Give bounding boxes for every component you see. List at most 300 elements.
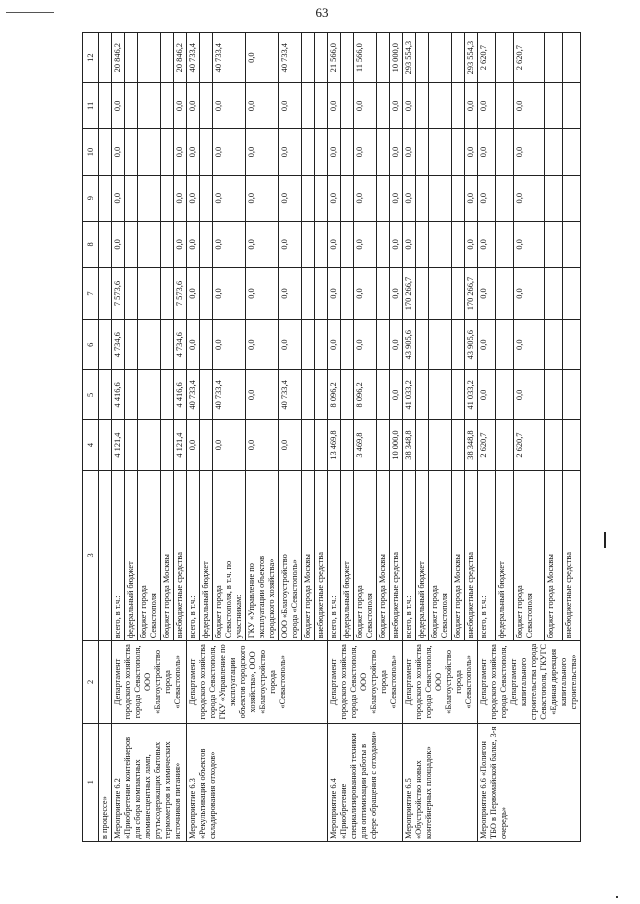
margin-mark — [604, 532, 606, 548]
amount-cell — [161, 420, 174, 470]
funding-source-line: бюджет города — [214, 585, 223, 639]
funding-source-line: Севастополя, в т.ч. по — [224, 560, 233, 639]
amount-cell: 4 734,6 — [112, 320, 125, 370]
amount-cell: 0,0 — [390, 129, 403, 175]
funding-source-line: Севастополя — [365, 593, 374, 639]
amount-cell: 0,0 — [246, 83, 279, 129]
amount-cell: 0,0 — [390, 370, 403, 420]
amount-cell — [315, 370, 328, 420]
amount-cell — [416, 221, 429, 267]
amount-cell: 0,0 — [279, 83, 302, 129]
amount-cell — [315, 83, 328, 129]
amount-cell: 2 620,7 — [513, 420, 545, 470]
amount-cell: 0,0 — [390, 83, 403, 129]
funding-source — [390, 470, 403, 641]
amount-cell: 0,0 — [174, 221, 187, 267]
funding-source-line: федеральный бюджет — [496, 561, 506, 639]
funding-source-line: городского хозяйства» — [267, 558, 276, 639]
funding-source-line: всего, в т.ч.: — [404, 595, 413, 639]
amount-cell — [563, 420, 581, 470]
amount-cell — [302, 420, 315, 470]
funding-source-line: внебюджетные средства — [466, 552, 475, 639]
amount-cell: 0,0 — [213, 83, 246, 129]
amount-cell: 0,0 — [328, 320, 341, 370]
funding-source-line: внебюджетные средства — [391, 552, 400, 639]
amount-cell — [377, 320, 390, 370]
funding-source-line: участникам: — [234, 594, 243, 639]
amount-cell: 0,0 — [328, 267, 341, 319]
funding-source — [125, 470, 138, 641]
amount-cell: 0,0 — [354, 267, 377, 319]
amount-cell — [545, 370, 563, 420]
amount-cell: 0,0 — [187, 267, 200, 319]
amount-cell — [200, 370, 213, 420]
header-rule — [6, 12, 54, 13]
amount-cell — [315, 320, 328, 370]
amount-cell — [125, 175, 138, 221]
funding-source-line: Севастополя — [149, 593, 158, 639]
amount-cell — [341, 33, 354, 83]
amount-cell — [377, 129, 390, 175]
amount-cell — [161, 129, 174, 175]
funding-source — [328, 470, 341, 641]
amount-cell — [125, 370, 138, 420]
amount-cell: 40 733,4 — [213, 33, 246, 83]
amount-cell: 293 554,3 — [403, 33, 416, 83]
funding-source — [403, 470, 416, 641]
amount-cell: 43 905,6 — [403, 320, 416, 370]
amount-cell — [138, 320, 161, 370]
column-number: 5 — [83, 370, 99, 420]
executor-name: Департамент городского хозяйства города Севастополя, Департамент капитального строительства города Севастополя, ГКУГС «Единая дирекция капитального строительства» — [478, 641, 581, 723]
amount-cell — [138, 129, 161, 175]
funding-source — [452, 470, 465, 641]
funding-source — [495, 470, 513, 641]
amount-cell — [545, 320, 563, 370]
amount-cell: 0,0 — [187, 221, 200, 267]
amount-cell: 4 734,6 — [174, 320, 187, 370]
amount-cell — [452, 370, 465, 420]
amount-cell: 0,0 — [465, 221, 478, 267]
amount-cell: 0,0 — [390, 267, 403, 319]
amount-cell: 10 000,0 — [390, 33, 403, 83]
amount-cell: 0,0 — [403, 175, 416, 221]
column-number: 3 — [83, 470, 99, 641]
amount-cell: 2 620,7 — [478, 420, 496, 470]
amount-cell: 4 416,6 — [112, 370, 125, 420]
amount-cell: 0,0 — [354, 129, 377, 175]
amount-cell — [563, 370, 581, 420]
amount-cell — [302, 33, 315, 83]
amount-cell — [563, 320, 581, 370]
amount-cell: 40 733,4 — [187, 370, 200, 420]
amount-cell — [200, 83, 213, 129]
amount-cell: 11 566,0 — [354, 33, 377, 83]
amount-cell — [315, 221, 328, 267]
amount-cell — [416, 129, 429, 175]
amount-cell: 10 000,0 — [390, 420, 403, 470]
amount-cell — [545, 267, 563, 319]
amount-cell — [138, 370, 161, 420]
amount-cell: 20 846,2 — [174, 33, 187, 83]
amount-cell — [495, 420, 513, 470]
amount-cell — [200, 221, 213, 267]
column-number: 9 — [83, 175, 99, 221]
amount-cell — [161, 83, 174, 129]
measure-name: Мероприятие 6.6 «Полигон ТБО в Первомайской балке, 3-я очередь» — [478, 723, 581, 841]
measure-name: Мероприятие 6.4 «Приобретение специализированной техники для оптимизации работы в сфере обращения с отходами» — [328, 723, 403, 841]
amount-cell — [377, 221, 390, 267]
amount-cell: 0,0 — [478, 320, 496, 370]
amount-cell: 4 121,4 — [112, 420, 125, 470]
funding-source-line: Севастополя — [524, 593, 534, 639]
funding-source — [174, 470, 187, 641]
amount-cell: 0,0 — [465, 129, 478, 175]
funding-source-line: всего, в т.ч.: — [329, 595, 338, 639]
column-number: 10 — [83, 129, 99, 175]
amount-cell: 0,0 — [213, 320, 246, 370]
column-number: 12 — [83, 33, 99, 83]
amount-cell: 0,0 — [354, 320, 377, 370]
funding-source — [315, 470, 328, 641]
amount-cell — [545, 33, 563, 83]
funding-source-line: бюджет города — [514, 585, 524, 639]
amount-cell: 0,0 — [390, 221, 403, 267]
amount-cell: 0,0 — [513, 320, 545, 370]
funding-source — [341, 470, 354, 641]
amount-cell: 0,0 — [187, 129, 200, 175]
table-row — [187, 33, 200, 842]
amount-cell — [495, 175, 513, 221]
amount-cell: 0,0 — [187, 83, 200, 129]
amount-cell — [302, 221, 315, 267]
funding-source — [279, 470, 302, 641]
amount-cell — [429, 320, 452, 370]
amount-cell: 21 566,0 — [328, 33, 341, 83]
amount-cell: 40 733,4 — [279, 370, 302, 420]
funding-source — [112, 470, 125, 641]
amount-cell: 7 573,6 — [112, 267, 125, 319]
amount-cell — [429, 267, 452, 319]
amount-cell — [341, 320, 354, 370]
funding-source — [161, 470, 174, 641]
amount-cell: 0,0 — [246, 420, 279, 470]
amount-cell: 40 733,4 — [213, 370, 246, 420]
speck — [616, 896, 618, 898]
amount-cell — [302, 320, 315, 370]
amount-cell — [138, 267, 161, 319]
amount-cell: 0,0 — [513, 267, 545, 319]
amount-cell: 0,0 — [328, 221, 341, 267]
amount-cell — [563, 129, 581, 175]
amount-cell: 40 733,4 — [187, 33, 200, 83]
amount-cell: 0,0 — [279, 420, 302, 470]
amount-cell: 0,0 — [213, 129, 246, 175]
amount-cell: 0,0 — [354, 175, 377, 221]
amount-cell — [315, 420, 328, 470]
amount-cell — [429, 83, 452, 129]
column-number: 11 — [83, 83, 99, 129]
amount-cell: 0,0 — [187, 175, 200, 221]
amount-cell: 0,0 — [112, 221, 125, 267]
funding-source — [513, 470, 545, 641]
amount-cell: 0,0 — [513, 221, 545, 267]
executor-name: Департамент городского хозяйства города Севастополя, ООО «Благоустройство города «Севастополь» — [112, 641, 187, 723]
measure-name: Мероприятие 6.2 «Приобретение контейнеров для сбора компактных люминесцентных ламп, ртутьсодержащих бытовых термометров и химических источников питания» — [112, 723, 187, 841]
amount-cell — [416, 267, 429, 319]
amount-cell: 0,0 — [478, 370, 496, 420]
amount-cell — [161, 221, 174, 267]
funding-source-line: бюджет города Москвы — [303, 554, 312, 639]
amount-cell — [161, 267, 174, 319]
amount-cell — [200, 175, 213, 221]
amount-cell — [377, 175, 390, 221]
column-number: 7 — [83, 267, 99, 319]
amount-cell: 0,0 — [279, 221, 302, 267]
amount-cell — [429, 420, 452, 470]
amount-cell: 0,0 — [174, 129, 187, 175]
amount-cell: 0,0 — [187, 420, 200, 470]
amount-cell — [563, 33, 581, 83]
amount-cell — [138, 83, 161, 129]
amount-cell — [416, 420, 429, 470]
amount-cell — [452, 129, 465, 175]
amount-cell — [416, 320, 429, 370]
amount-cell — [563, 175, 581, 221]
funding-source — [354, 470, 377, 641]
amount-cell: 0,0 — [112, 175, 125, 221]
amount-cell: 2 620,7 — [478, 33, 496, 83]
amount-cell — [315, 267, 328, 319]
measure-name: Мероприятие 6.3 «Рекультивация объектов складирования отходов» — [187, 723, 328, 841]
amount-cell: 8 096,2 — [354, 370, 377, 420]
funding-source-line: федеральный бюджет — [342, 561, 351, 639]
amount-cell: 4 121,4 — [174, 420, 187, 470]
amount-cell: 4 416,6 — [174, 370, 187, 420]
amount-cell — [452, 221, 465, 267]
amount-cell: 0,0 — [390, 175, 403, 221]
amount-cell — [315, 175, 328, 221]
funding-source — [416, 470, 429, 641]
amount-cell — [125, 83, 138, 129]
amount-cell: 0,0 — [478, 83, 496, 129]
amount-cell — [495, 370, 513, 420]
funding-source-line: всего, в т.ч.: — [113, 595, 122, 639]
amount-cell: 40 733,4 — [279, 33, 302, 83]
amount-cell: 0,0 — [403, 221, 416, 267]
amount-cell — [452, 175, 465, 221]
funding-source — [246, 470, 279, 641]
funding-source — [187, 470, 200, 641]
amount-cell: 0,0 — [112, 83, 125, 129]
executor-name: Департамент городского хозяйства города Севастополя, ГКУ «Управление по эксплуатации объектов городского хозяйства», ООО «Благоустройство города «Севастополь» — [187, 641, 328, 723]
amount-cell — [125, 420, 138, 470]
amount-cell — [200, 129, 213, 175]
amount-cell — [125, 320, 138, 370]
rotated-budget-table — [82, 32, 578, 842]
amount-cell — [341, 129, 354, 175]
amount-cell — [416, 175, 429, 221]
funding-source — [429, 470, 452, 641]
column-number: 1 — [83, 723, 99, 841]
amount-cell: 0,0 — [403, 129, 416, 175]
amount-cell: 0,0 — [213, 221, 246, 267]
amount-cell — [545, 221, 563, 267]
amount-cell — [452, 320, 465, 370]
funding-source-line: внебюджетные средства — [564, 552, 574, 639]
column-number: 4 — [83, 420, 99, 470]
amount-cell — [495, 221, 513, 267]
amount-cell: 38 348,8 — [403, 420, 416, 470]
funding-source — [563, 470, 581, 641]
amount-cell — [545, 129, 563, 175]
amount-cell: 0,0 — [513, 83, 545, 129]
amount-cell: 0,0 — [246, 221, 279, 267]
amount-cell: 0,0 — [112, 129, 125, 175]
amount-cell: 0,0 — [174, 175, 187, 221]
amount-cell — [452, 267, 465, 319]
amount-cell: 0,0 — [246, 129, 279, 175]
amount-cell — [138, 221, 161, 267]
amount-cell — [200, 33, 213, 83]
amount-cell — [200, 320, 213, 370]
amount-cell — [161, 33, 174, 83]
amount-cell: 43 905,6 — [465, 320, 478, 370]
amount-cell — [429, 221, 452, 267]
amount-cell — [161, 175, 174, 221]
amount-cell — [452, 33, 465, 83]
amount-cell — [545, 420, 563, 470]
amount-cell — [200, 267, 213, 319]
amount-cell — [161, 320, 174, 370]
amount-cell: 0,0 — [174, 83, 187, 129]
amount-cell — [495, 320, 513, 370]
funding-source-line: бюджет города Москвы — [162, 554, 171, 639]
amount-cell: 0,0 — [478, 221, 496, 267]
amount-cell — [341, 221, 354, 267]
amount-cell: 170 266,7 — [465, 267, 478, 319]
amount-cell: 0,0 — [279, 267, 302, 319]
amount-cell: 20 846,2 — [112, 33, 125, 83]
amount-cell: 3 469,8 — [354, 420, 377, 470]
funding-source-line: внебюджетные средства — [316, 552, 325, 639]
table-row — [112, 33, 125, 842]
table-row — [478, 33, 496, 842]
amount-cell — [495, 267, 513, 319]
amount-cell: 0,0 — [354, 221, 377, 267]
amount-cell: 0,0 — [328, 83, 341, 129]
amount-cell — [416, 83, 429, 129]
measure-name: Мероприятие 6.5 «Обустройство новых контейнерных площадок» — [403, 723, 478, 841]
amount-cell — [429, 175, 452, 221]
funding-source-line: эксплуатации объектов — [257, 555, 266, 639]
amount-cell — [341, 175, 354, 221]
amount-cell: 0,0 — [328, 129, 341, 175]
amount-cell: 0,0 — [279, 175, 302, 221]
amount-cell — [125, 129, 138, 175]
amount-cell: 0,0 — [354, 83, 377, 129]
amount-cell — [302, 267, 315, 319]
amount-cell — [161, 370, 174, 420]
amount-cell: 0,0 — [246, 320, 279, 370]
funding-source-line: всего, в т.ч.: — [188, 595, 197, 639]
amount-cell: 0,0 — [478, 175, 496, 221]
amount-cell — [302, 129, 315, 175]
amount-cell: 293 554,3 — [465, 33, 478, 83]
amount-cell — [452, 420, 465, 470]
continuation-text: в процессе» — [99, 723, 112, 841]
funding-source — [138, 470, 161, 641]
amount-cell — [200, 420, 213, 470]
funding-source — [478, 470, 496, 641]
column-number-row — [83, 33, 99, 842]
column-number: 6 — [83, 320, 99, 370]
funding-source-line: бюджет города Москвы — [378, 554, 387, 639]
funding-source — [465, 470, 478, 641]
funding-source-line: ГКУ «Управление по — [247, 563, 256, 639]
amount-cell — [495, 83, 513, 129]
amount-cell: 0,0 — [279, 320, 302, 370]
amount-cell — [377, 33, 390, 83]
funding-source-line: Севастополя — [440, 593, 449, 639]
amount-cell — [545, 83, 563, 129]
amount-cell — [545, 175, 563, 221]
funding-source-line: федеральный бюджет — [417, 561, 426, 639]
funding-source — [200, 470, 213, 641]
amount-cell: 0,0 — [213, 420, 246, 470]
funding-source-line: федеральный бюджет — [201, 561, 210, 639]
amount-cell — [302, 370, 315, 420]
amount-cell: 41 033,2 — [403, 370, 416, 420]
amount-cell: 8 096,2 — [328, 370, 341, 420]
page-number: 63 — [315, 5, 329, 20]
amount-cell — [377, 370, 390, 420]
amount-cell — [138, 420, 161, 470]
amount-cell: 2 620,7 — [513, 33, 545, 83]
funding-source — [213, 470, 246, 641]
amount-cell — [302, 83, 315, 129]
amount-cell: 0,0 — [390, 320, 403, 370]
amount-cell: 0,0 — [213, 175, 246, 221]
amount-cell — [341, 83, 354, 129]
amount-cell — [377, 267, 390, 319]
funding-source-line: бюджет города — [430, 585, 439, 639]
amount-cell — [563, 221, 581, 267]
amount-cell — [315, 33, 328, 83]
amount-cell — [341, 267, 354, 319]
amount-cell — [302, 175, 315, 221]
amount-cell — [125, 33, 138, 83]
continuation-row — [99, 33, 112, 842]
table-row — [328, 33, 341, 842]
column-number: 2 — [83, 641, 99, 723]
amount-cell: 41 033,2 — [465, 370, 478, 420]
column-number: 8 — [83, 221, 99, 267]
funding-source — [545, 470, 563, 641]
amount-cell — [452, 83, 465, 129]
amount-cell — [315, 129, 328, 175]
amount-cell — [429, 129, 452, 175]
amount-cell — [125, 221, 138, 267]
executor-name: Департамент городского хозяйства города Севастополя, ООО «Благоустройство города «Севастополь» — [328, 641, 403, 723]
amount-cell — [563, 267, 581, 319]
amount-cell: 0,0 — [478, 267, 496, 319]
amount-cell — [416, 33, 429, 83]
amount-cell — [138, 175, 161, 221]
amount-cell: 0,0 — [213, 267, 246, 319]
amount-cell: 0,0 — [403, 83, 416, 129]
amount-cell: 38 348,8 — [465, 420, 478, 470]
